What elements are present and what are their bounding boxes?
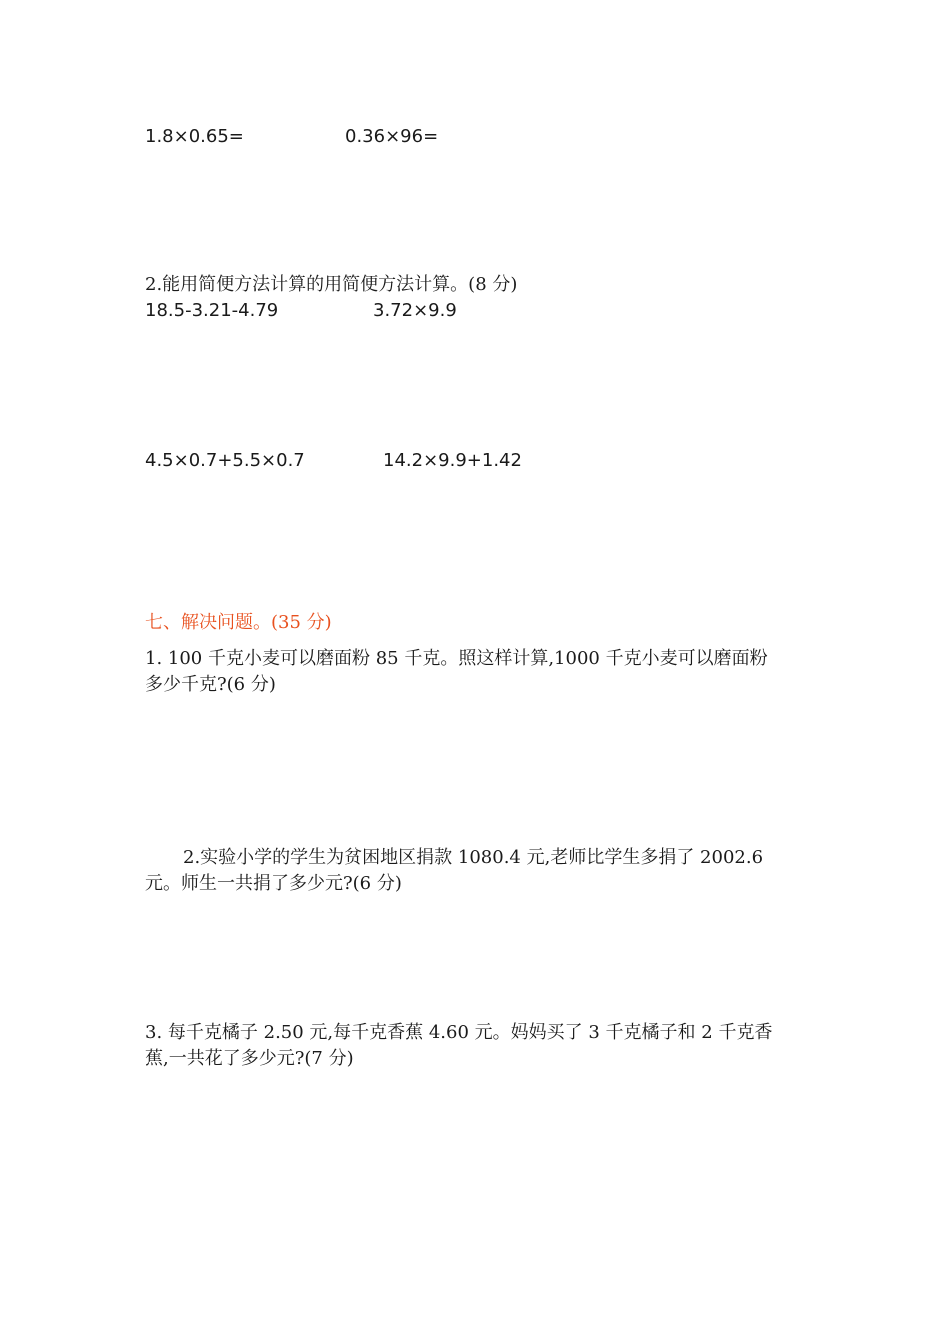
simplify-expr-1: 18.5-3.21-4.79 bbox=[145, 300, 279, 321]
simplify-expr-4: 14.2×9.9+1.42 bbox=[383, 450, 522, 471]
question-3-line-2: 蕉,一共花了多少元?(7 分) bbox=[145, 1048, 354, 1069]
question-3-line-1: 3. 每千克橘子 2.50 元,每千克香蕉 4.60 元。妈妈买了 3 千克橘子和 2 千克香 bbox=[145, 1022, 773, 1043]
calc-expr-2: 0.36×96= bbox=[345, 126, 439, 147]
simplify-expr-3: 4.5×0.7+5.5×0.7 bbox=[145, 450, 305, 471]
question-1-line-2: 多少千克?(6 分) bbox=[145, 674, 276, 695]
question-2-line-1: 2.实验小学的学生为贫困地区捐款 1080.4 元,老师比学生多捐了 2002.6 bbox=[183, 847, 764, 868]
simplify-instruction: 2.能用简便方法计算的用简便方法计算。(8 分) bbox=[145, 274, 518, 295]
question-1-line-1: 1. 100 千克小麦可以磨面粉 85 千克。照这样计算,1000 千克小麦可以磨面粉 bbox=[145, 648, 768, 669]
question-2-line-2: 元。师生一共捐了多少元?(6 分) bbox=[145, 873, 402, 894]
section-heading: 七、解决问题。(35 分) bbox=[145, 612, 332, 633]
simplify-expr-2: 3.72×9.9 bbox=[373, 300, 457, 321]
calc-expr-1: 1.8×0.65= bbox=[145, 126, 244, 147]
